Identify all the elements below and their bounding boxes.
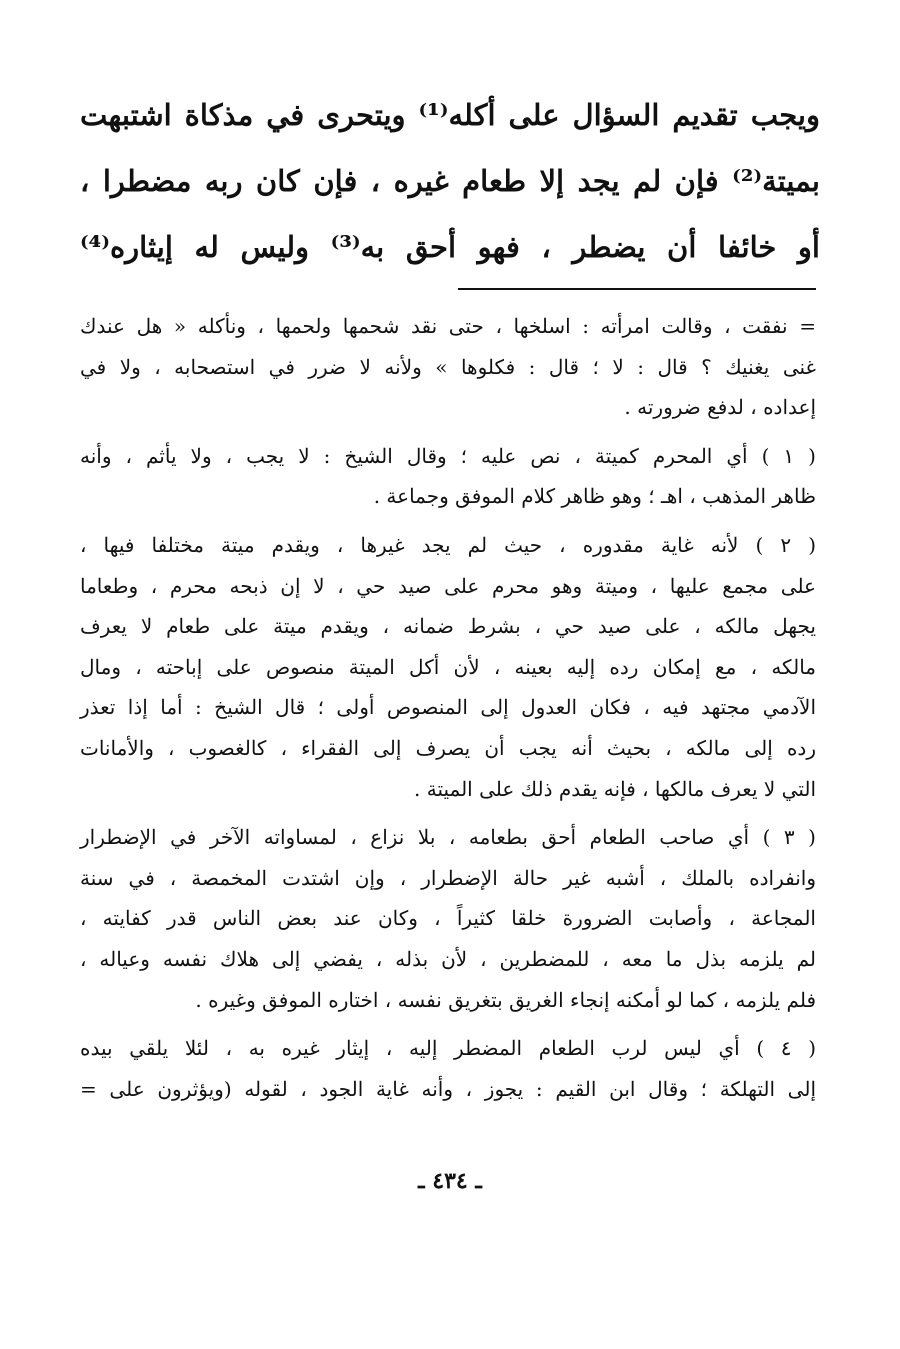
footnote-line: ظاهر المذهب ، اهـ ؛ وهو ظاهر كلام الموفق وجماعة . [373, 484, 816, 509]
footnote-3 [80, 817, 816, 1020]
footnote-line: إعداده ، لدفع ضرورته . [624, 395, 816, 420]
footnote-line: ( ٤ ) أي ليس لرب الطعام المضطر إليه ، إيثار غيره به ، لئلا يلقي بيده [80, 1036, 816, 1061]
footnote-line: وانفراده بالملك ، أشبه غير حالة الإضطرار ، وإن اشتدت المخمصة ، في سنة [80, 865, 816, 890]
footnote-line: رده إلى مالكه ، بحيث أنه يجب أن يصرف إلى الفقراء ، كالغصوب ، والأمانات [80, 735, 816, 760]
footnote-line: ( ١ ) أي المحرم كميتة ، نص عليه ؛ وقال الشيخ : لا يجب ، ولا يأثم ، وأنه [80, 443, 816, 468]
footnote-4 [80, 1028, 816, 1109]
footnote-line: الآدمي مجتهد فيه ، فكان العدول إلى المنصوص أولى ؛ قال الشيخ : أما إذا تعذر [80, 695, 816, 720]
footnote-line: ( ٣ ) أي صاحب الطعام أحق بطعامه ، بلا نزاع ، لمساواته الآخر في الإضطرار [80, 825, 816, 850]
footnote-line: ( ٢ ) لأنه غاية مقدوره ، حيث لم يجد غيرها ، ويقدم ميتة مختلفا فيها ، [80, 532, 816, 557]
footnote-line: إلى التهلكة ؛ وقال ابن القيم : يجوز ، وأنه غاية الجود ، لقوله (ويؤثرون على = [80, 1076, 816, 1101]
footnote-continuation [80, 306, 816, 428]
footnote-line: = نفقت ، وقالت امرأته : اسلخها ، حتى نقد شحمها ولحمها ، ونأكله « هل عندك [80, 314, 816, 338]
footnote-line: لم يلزمه بذل ما معه ، للمضطرين ، لأن بذله ، يفضي إلى هلاك نفسه وعياله ، [80, 946, 816, 971]
footnote-1 [80, 436, 816, 517]
main-text-line: أو خائفا أن يضطر ، فهو أحق به⁽³⁾ وليس له إيثاره⁽⁴⁾ [80, 230, 820, 264]
main-text-line: ويجب تقديم السؤال على أكله⁽¹⁾ ويتحرى في مذكاة اشتبهت [80, 98, 820, 132]
footnotes [80, 306, 816, 1117]
main-text [80, 82, 820, 280]
footnote-line: فلم يلزمه ، كما لو أمكنه إنجاء الغريق بتغريق نفسه ، اختاره الموفق وغيره . [195, 987, 816, 1012]
page-number: ـ ٤٣٤ ـ [418, 1168, 482, 1194]
footnote-line: غنى يغنيك ؟ قال : لا ؛ قال : فكلوها » ولأنه لا ضرر في استصحابه ، ولا في [80, 354, 816, 379]
footnote-line: مالكه ، مع إمكان رده إليه بعينه ، لأن أكل الميتة منصوص على إباحته ، ومال [80, 654, 816, 679]
footnote-line: المجاعة ، وأصابت الضرورة خلقا كثيراً ، وكان عند بعض الناس قدر كفايته ، [80, 906, 816, 931]
main-text-line: بميتة⁽²⁾ فإن لم يجد إلا طعام غيره ، فإن كان ربه مضطرا ، [80, 164, 820, 198]
footnote-divider [458, 288, 816, 290]
footnote-2 [80, 525, 816, 809]
footnote-line: يجهل مالكه ، على صيد حي ، بشرط ضمانه ، ويقدم ميتة على طعام لا يعرف [80, 614, 816, 639]
footnote-line: على مجمع عليها ، وميتة وهو محرم على صيد حي ، لا إن ذبحه محرم ، وطعاما [80, 573, 816, 598]
footnote-line: التي لا يعرف مالكها ، فإنه يقدم ذلك على الميتة . [414, 776, 816, 801]
